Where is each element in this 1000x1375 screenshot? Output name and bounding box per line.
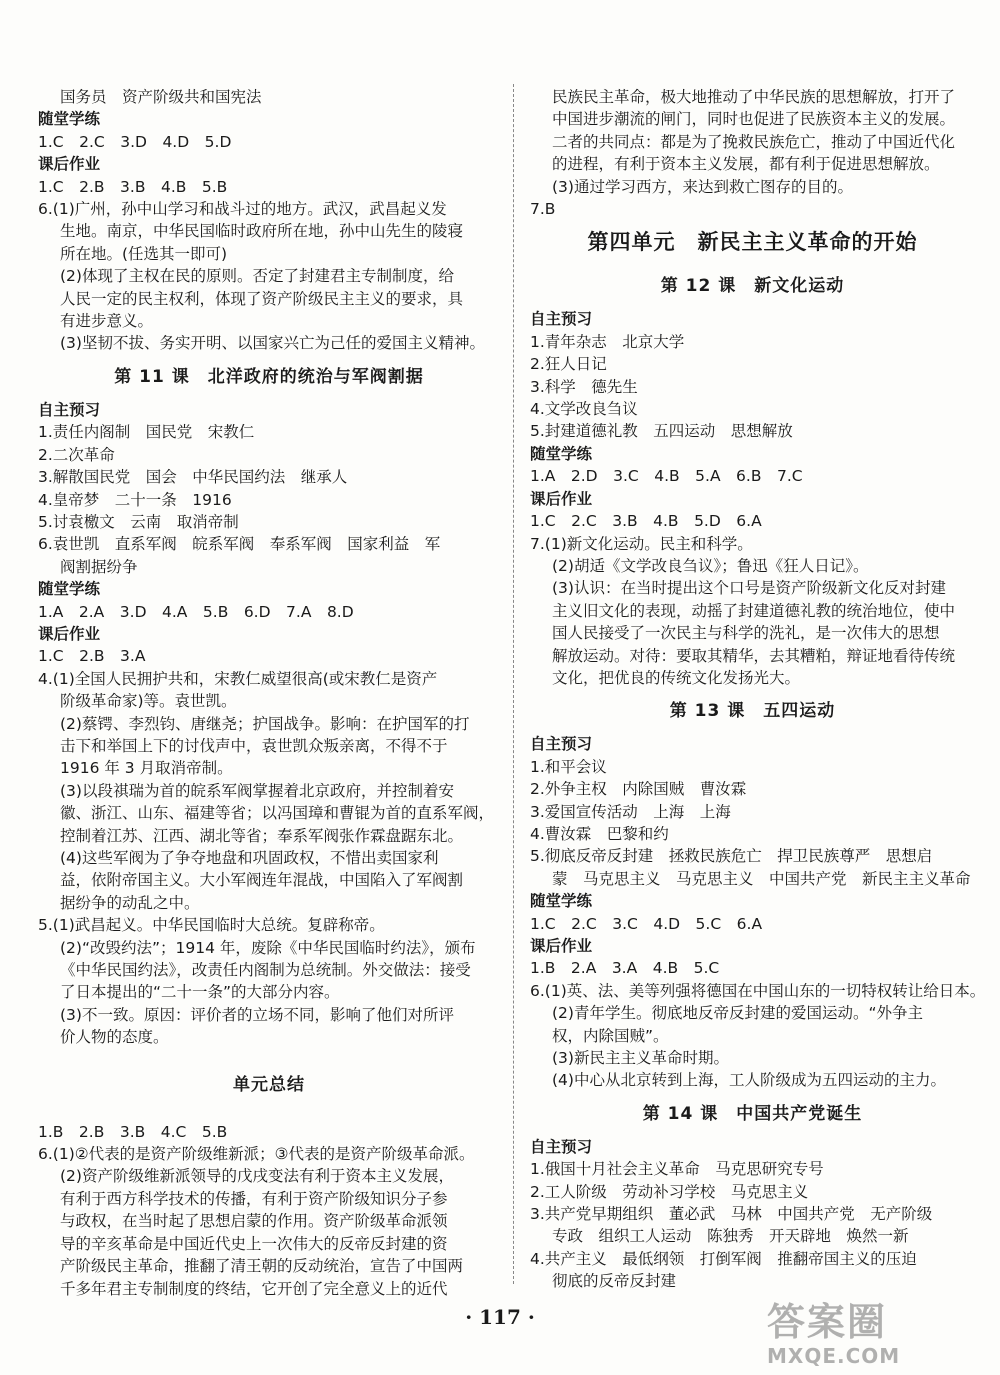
text-line: 1.A 2.D 3.C 4.B 5.A 6.B 7.C: [530, 467, 803, 486]
text-line: 2.二次革命: [38, 445, 115, 464]
text-line: (3)坚韧不拔、务实开明、以国家兴亡为己任的爱国主义精神。: [60, 334, 485, 353]
text-line: 了日本提出的“二十一条”的大部分内容。: [60, 983, 340, 1002]
text-line: (2)青年学生。彻底地反帝反封建的爱国运动。“外争主: [552, 1004, 923, 1023]
text-line: 阀割据纷争: [60, 557, 138, 576]
unit-title: 第四单元 新民主主义革命的开始: [587, 230, 918, 255]
text-line: 控制着江苏、江西、湖北等省；奉系军阀张作霖盘踞东北。: [60, 826, 464, 845]
text-line: 6.(1)广州，孙中山学习和战斗过的地方。武汉，武昌起义发: [38, 200, 447, 219]
text-line: 4.曹汝霖 巴黎和约: [530, 824, 669, 843]
text-line: 2.外争主权 内除国贼 曹汝霖: [530, 780, 747, 799]
text-line: 据纷争的动乱之中。: [60, 893, 200, 912]
text-line: 1.和平会议: [530, 757, 607, 776]
section-heading: 随堂学练: [530, 892, 593, 911]
text-line: 文化，把优良的传统文化发扬光大。: [552, 668, 801, 687]
section-heading: 自主预习: [38, 400, 101, 419]
text-line: 益，依附帝国主义。大小军阀连年混战，中国陷入了军阀割: [60, 871, 464, 890]
text-line: 1.C 2.C 3.C 4.D 5.C 6.A: [530, 914, 763, 933]
text-line: 2.狂人日记: [530, 355, 607, 374]
column-divider: [513, 84, 514, 1284]
text-line: 7.(1)新文化运动。民主和科学。: [530, 534, 753, 553]
text-line: 1.B 2.B 3.B 4.C 5.B: [38, 1122, 228, 1141]
section-heading: 随堂学练: [38, 580, 101, 599]
text-line: 国务员 资产阶级共和国宪法: [60, 88, 262, 106]
section-heading: 自主预习: [530, 310, 593, 329]
text-line: 与政权，在当时起了思想启蒙的作用。资产阶级革命派领: [60, 1212, 448, 1231]
right-column: [530, 86, 986, 1293]
text-line: 6.袁世凯 直系军阀 皖系军阀 奉系军阀 国家利益 军: [38, 535, 441, 554]
text-line: 《中华民国约法》，改责任内阁制为总统制。外交做法：接受: [60, 961, 471, 980]
text-line: 6.(1)②代表的是资产阶级维新派；③代表的是资产阶级革命派。: [38, 1145, 475, 1164]
text-line: 1.俄国十月社会主义革命 马克思研究专号: [530, 1160, 824, 1179]
text-line: 5.封建道德礼教 五四运动 思想解放: [530, 422, 793, 441]
text-line: 解放运动。对待：要取其精华，去其糟粕，辩证地看待传统: [552, 646, 956, 665]
text-line: 有进步意义。: [60, 312, 154, 331]
text-line: 有利于西方科学技术的传播，有利于资产阶级知识分子参: [60, 1189, 448, 1208]
text-line: 4.皇帝梦 二十一条 1916: [38, 490, 232, 509]
text-line: 阶级革命家)等。袁世凯。: [60, 692, 237, 711]
section-heading: 课后作业: [38, 624, 101, 643]
text-line: 生地。南京，中华民国临时政府所在地，孙中山先生的陵寝: [60, 222, 464, 241]
text-line: 1.C 2.B 3.B 4.B 5.B: [38, 177, 228, 196]
text-line: 1.A 2.A 3.D 4.A 5.B 6.D 7.A 8.D: [38, 602, 354, 621]
text-line: (4)中心从北京转到上海，工人阶级成为五四运动的主力。: [552, 1071, 946, 1090]
spacer: [38, 1107, 500, 1121]
text-line: (2)资产阶级维新派领导的戊戌变法有利于资本主义发展，: [60, 1167, 454, 1186]
text-line: (3)新民主主义革命时期。: [552, 1049, 729, 1068]
lesson-title: 第 14 课 中国共产党诞生: [642, 1103, 863, 1124]
text-line: 的进程，有利于资本主义发展，都有利于促进思想解放。: [552, 155, 940, 174]
text-line: 6.(1)英、法、美等列强将德国在中国山东的一切特权转让给日本。: [530, 981, 986, 1000]
section-heading: 随堂学练: [38, 110, 101, 129]
text-line: (2)“改毁约法”；1914 年，废除《中华民国临时约法》，颁布: [60, 938, 476, 957]
text-line: (4)这些军阀为了争夺地盘和巩固政权，不惜出卖国家利: [60, 849, 439, 867]
text-line: 1.C 2.C 3.B 4.B 5.D 6.A: [530, 512, 762, 531]
section-heading: 自主预习: [530, 735, 593, 754]
watermark-url: MXQE.COM: [767, 1344, 901, 1368]
section-heading: 课后作业: [530, 937, 593, 955]
text-line: 1.责任内阁制 国民党 宋教仁: [38, 423, 255, 442]
text-line: 3.科学 德先生: [530, 377, 638, 396]
text-line: 1.C 2.C 3.D 4.D 5.D: [38, 132, 232, 151]
text-line: 价人物的态度。: [60, 1028, 169, 1047]
watermark-logo: [767, 1300, 982, 1370]
text-line: (3)通过学习西方，来达到救亡图存的目的。: [552, 177, 853, 196]
text-line: 3.爱国宣传活动 上海 上海: [530, 802, 731, 821]
lesson-title: 第 11 课 北洋政府的统治与军阀割据: [114, 366, 424, 387]
text-line: (3)认识：在当时提出这个口号是资产阶级新文化反对封建: [552, 579, 946, 598]
text-line: 导的辛亥革命是中国近代史上一次伟大的反帝反封建的资: [60, 1234, 448, 1253]
text-line: 4.(1)全国人民拥护共和，宋教仁威望很高(或宋教仁是资产: [38, 669, 438, 688]
text-line: (3)以段祺瑞为首的皖系军阀掌握着北京政府，并控制着安: [60, 781, 454, 800]
text-line: 专政 组织工人运动 陈独秀 开天辟地 焕然一新: [552, 1227, 909, 1246]
text-line: 彻底的反帝反封建: [552, 1272, 677, 1291]
section-heading: 自主预习: [530, 1137, 593, 1156]
text-line: 1916 年 3 月取消帝制。: [60, 759, 233, 778]
text-line: 1.B 2.A 3.A 4.B 5.C: [530, 959, 720, 978]
page-number: · 117 ·: [465, 1305, 535, 1329]
text-line: 徽、浙江、山东、福建等省；以冯国璋和曹锟为首的直系军阀，: [60, 804, 495, 823]
text-line: 所在地。(任选其一即可): [60, 244, 228, 263]
text-line: 千多年君主专制制度的终结，它开创了完全意义上的近代: [60, 1279, 448, 1298]
text-line: 民族民主革命，极大地推动了中华民族的思想解放，打开了: [552, 88, 956, 106]
text-line: 1.青年杂志 北京大学: [530, 332, 685, 351]
text-line: 权，内除国贼”。: [552, 1026, 669, 1045]
text-line: 3.共产党早期组织 董必武 马林 中国共产党 无产阶级: [530, 1205, 933, 1224]
text-line: (2)体现了主权在民的原则。否定了封建君主专制制度，给: [60, 267, 454, 286]
text-line: (2)胡适《文学改良刍议》；鲁迅《狂人日记》。: [552, 556, 869, 575]
text-line: (3)不一致。原因：评价者的立场不同，影响了他们对所评: [60, 1005, 454, 1024]
section-heading: 随堂学练: [530, 444, 593, 463]
text-line: 5.(1)武昌起义。中华民国临时大总统。复辟称帝。: [38, 916, 385, 935]
text-line: 国人民接受了一次民主与科学的洗礼，是一次伟大的思想: [552, 624, 940, 643]
text-line: 蒙 马克思主义 马克思主义 中国共产党 新民主主义革命: [552, 869, 971, 888]
text-line: 中国进步潮流的闸门，同时也促进了民族资本主义的发展。: [552, 110, 956, 129]
lesson-title: 第 13 课 五四运动: [669, 701, 836, 722]
lesson-title: 第 12 课 新文化运动: [660, 276, 845, 297]
text-line: (2)蔡锷、李烈钧、唐继尧；护国战争。影响：在护国军的打: [60, 714, 470, 733]
text-line: 3.解散国民党 国会 中华民国约法 继承人: [38, 468, 348, 487]
text-line: 7.B: [530, 200, 556, 219]
text-line: 2.工人阶级 劳动补习学校 马克思主义: [530, 1182, 809, 1201]
lesson-title: 单元总结: [233, 1074, 305, 1095]
text-line: 5.讨袁檄文 云南 取消帝制: [38, 512, 239, 531]
text-line: 4.共产主义 最低纲领 打倒军阀 推翻帝国主义的压迫: [530, 1249, 917, 1268]
section-heading: 课后作业: [38, 155, 101, 174]
text-line: 4.文学改良刍议: [530, 400, 638, 419]
text-line: 1.C 2.B 3.A: [38, 647, 146, 666]
left-column: [38, 86, 500, 1300]
spacer: [38, 1049, 500, 1063]
text-line: 二者的共同点：都是为了挽救民族危亡，推动了中国近代化: [552, 132, 956, 151]
text-line: 5.彻底反帝反封建 拯救民族危亡 捍卫民族尊严 思想启: [530, 847, 933, 866]
text-line: 击下和举国上下的讨伐声中，袁世凯众叛亲离，不得不于: [60, 736, 448, 755]
text-line: 主义旧文化的表现，动摇了封建道德礼教的统治地位，使中: [552, 601, 956, 620]
watermark-title: 答案圈: [767, 1300, 888, 1344]
text-line: 人民一定的民主权利，体现了资产阶级民主主义的要求，具: [60, 289, 464, 308]
text-line: 产阶级民主革命，推翻了清王朝的反动统治，宣告了中国两: [60, 1257, 464, 1276]
section-heading: 课后作业: [530, 489, 593, 508]
